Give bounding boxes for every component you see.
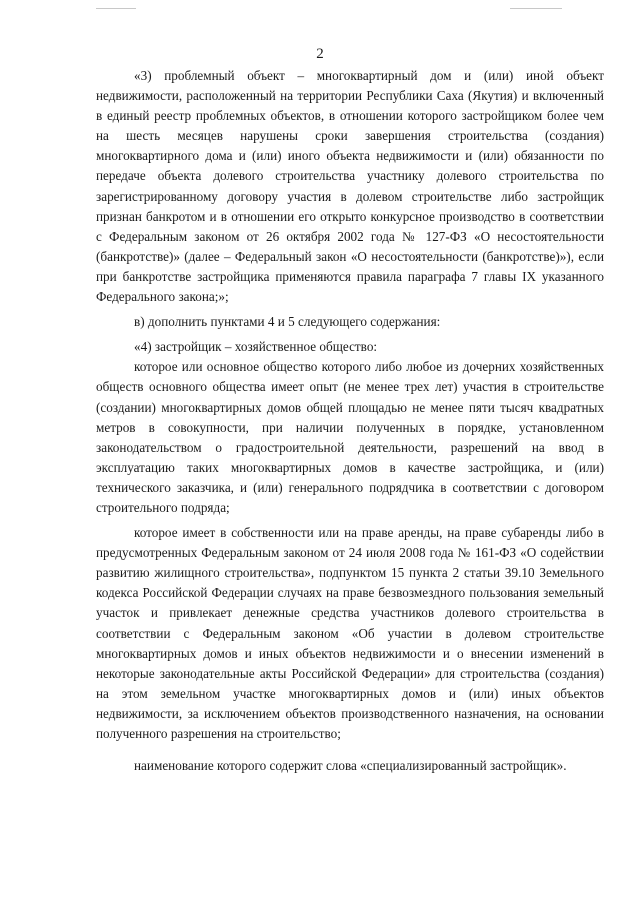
paragraph-problem-object-definition: «3) проблемный объект – многоквартирный дом и (или) иной объект недвижимости, расположенный на территории Республики Саха (Якутия) и включенный в единый реестр проблемных объектов, в отношении которого застройщиком более чем на шесть месяцев нарушены сроки завершения строительства (создания) многоквартирного дома и (или) иного объекта недвижимости и (или) обязанности по передаче объекта долевого строительства участнику долевого строительства по зарегистрированному договору участия в долевом строительстве либо застройщик признан банкротом и в отношении его открыто конкурсное производство в соответствии с Федеральным законом от 26 октября 2002 года № 127-ФЗ «О несостоятельности (банкротстве)» (далее – Федеральный закон «О несостоятельности (банкротстве)»), если при банкротстве застройщика применяются правила параграфа 7 главы IX указанного Федерального закона;»; <box>96 68 604 305</box>
paragraph-subitem-v: в) дополнить пунктами 4 и 5 следующего содержания: <box>134 314 441 330</box>
page-number: 2 <box>316 46 324 62</box>
scan-mark-left <box>96 8 136 9</box>
paragraph-developer-land-rights: которое имеет в собственности или на праве аренды, на праве субаренды либо в предусмотренных Федеральным законом от 24 июля 2008 года № 161-ФЗ «О содействии развитию жилищного строительства», подпунктом 15 пункта 2 статьи 39.10 Земельного кодекса Российской Федерации случаях на праве безвозмездного пользования земельный участок и привлекает денежные средства участников долевого строительства в соответствии с Федеральным законом «Об участии в долевом строительстве многоквартирных домов и иных объектов недвижимости и о внесении изменений в некоторые законодательные акты Российской Федерации» для строительства (создания) на этом земельном участке многоквартирных домов и (или) иных объектов недвижимости, за исключением объектов производственного назначения, на основании полученного разрешения на строительство; <box>96 525 604 741</box>
scan-mark-right <box>510 8 562 9</box>
document-body <box>96 66 604 776</box>
paragraph-developer-experience: которое или основное общество которого либо любое из дочерних хозяйственных обществ основного общества имеет опыт (не менее трех лет) участия в строительстве (создании) многоквартирных домов общей площадью не менее пяти тысяч квадратных метров в совокупности, при наличии полученных в порядке, установленном законодательством о градостроительной деятельности, разрешений на ввод в эксплуатацию таких многоквартирных домов в качестве застройщика, и (или) технического заказчика, и (или) генерального подрядчика в соответствии с договором строительного подряда; <box>96 359 604 515</box>
paragraph-developer-definition: «4) застройщик – хозяйственное общество: <box>134 339 378 355</box>
paragraph-developer-name: наименование которого содержит слова «специализированный застройщик». <box>134 758 567 774</box>
